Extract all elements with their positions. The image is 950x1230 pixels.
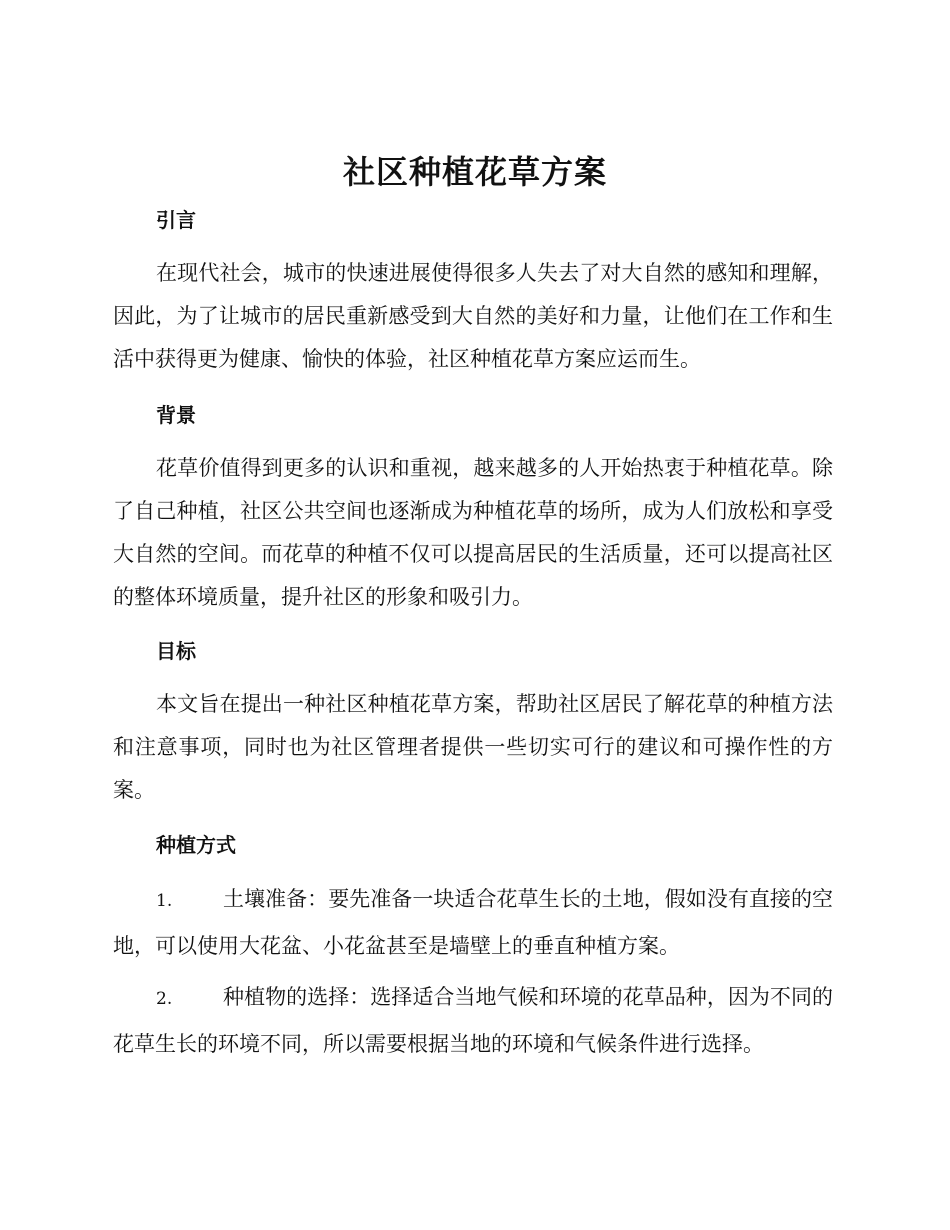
section-paragraph-intro: 在现代社会，城市的快速进展使得很多人失去了对大自然的感知和理解，因此，为了让城市的居民重新感受到大自然的美好和力量，让他们在工作和生活中获得更为健康、愉快的体验，社区种植花草方案应运而生。 [113,261,833,371]
list-item-number: 2. [156,989,173,1009]
section-heading-goal: 目标 [156,639,196,663]
list-item [113,877,833,969]
list-item-text: 种植物的选择：选择适合当地气候和环境的花草品种，因为不同的花草生长的环境不同，所以需要根据当地的环境和气候条件进行选择。 [113,985,833,1056]
section-heading-background: 背景 [156,403,196,427]
section-paragraph-goal: 本文旨在提出一种社区种植花草方案，帮助社区居民了解花草的种植方法和注意事项，同时也为社区管理者提供一些切实可行的建议和可操作性的方案。 [113,692,833,802]
document-title: 社区种植花草方案 [342,153,607,191]
list-item-number: 1. [156,891,173,911]
list-item-text: 土壤准备：要先准备一块适合花草生长的土地，假如没有直接的空地，可以使用大花盆、小花盆甚至是墙壁上的垂直种植方案。 [113,887,833,958]
section-heading-intro: 引言 [156,208,196,232]
list-item [113,975,833,1067]
section-heading-planting-methods: 种植方式 [156,833,236,857]
section-paragraph-background: 花草价值得到更多的认识和重视，越来越多的人开始热衷于种植花草。除了自己种植，社区公共空间也逐渐成为种植花草的场所，成为人们放松和享受大自然的空间。而花草的种植不仅可以提高居民的生活质量，还可以提高社区的整体环境质量，提升社区的形象和吸引力。 [113,456,833,609]
